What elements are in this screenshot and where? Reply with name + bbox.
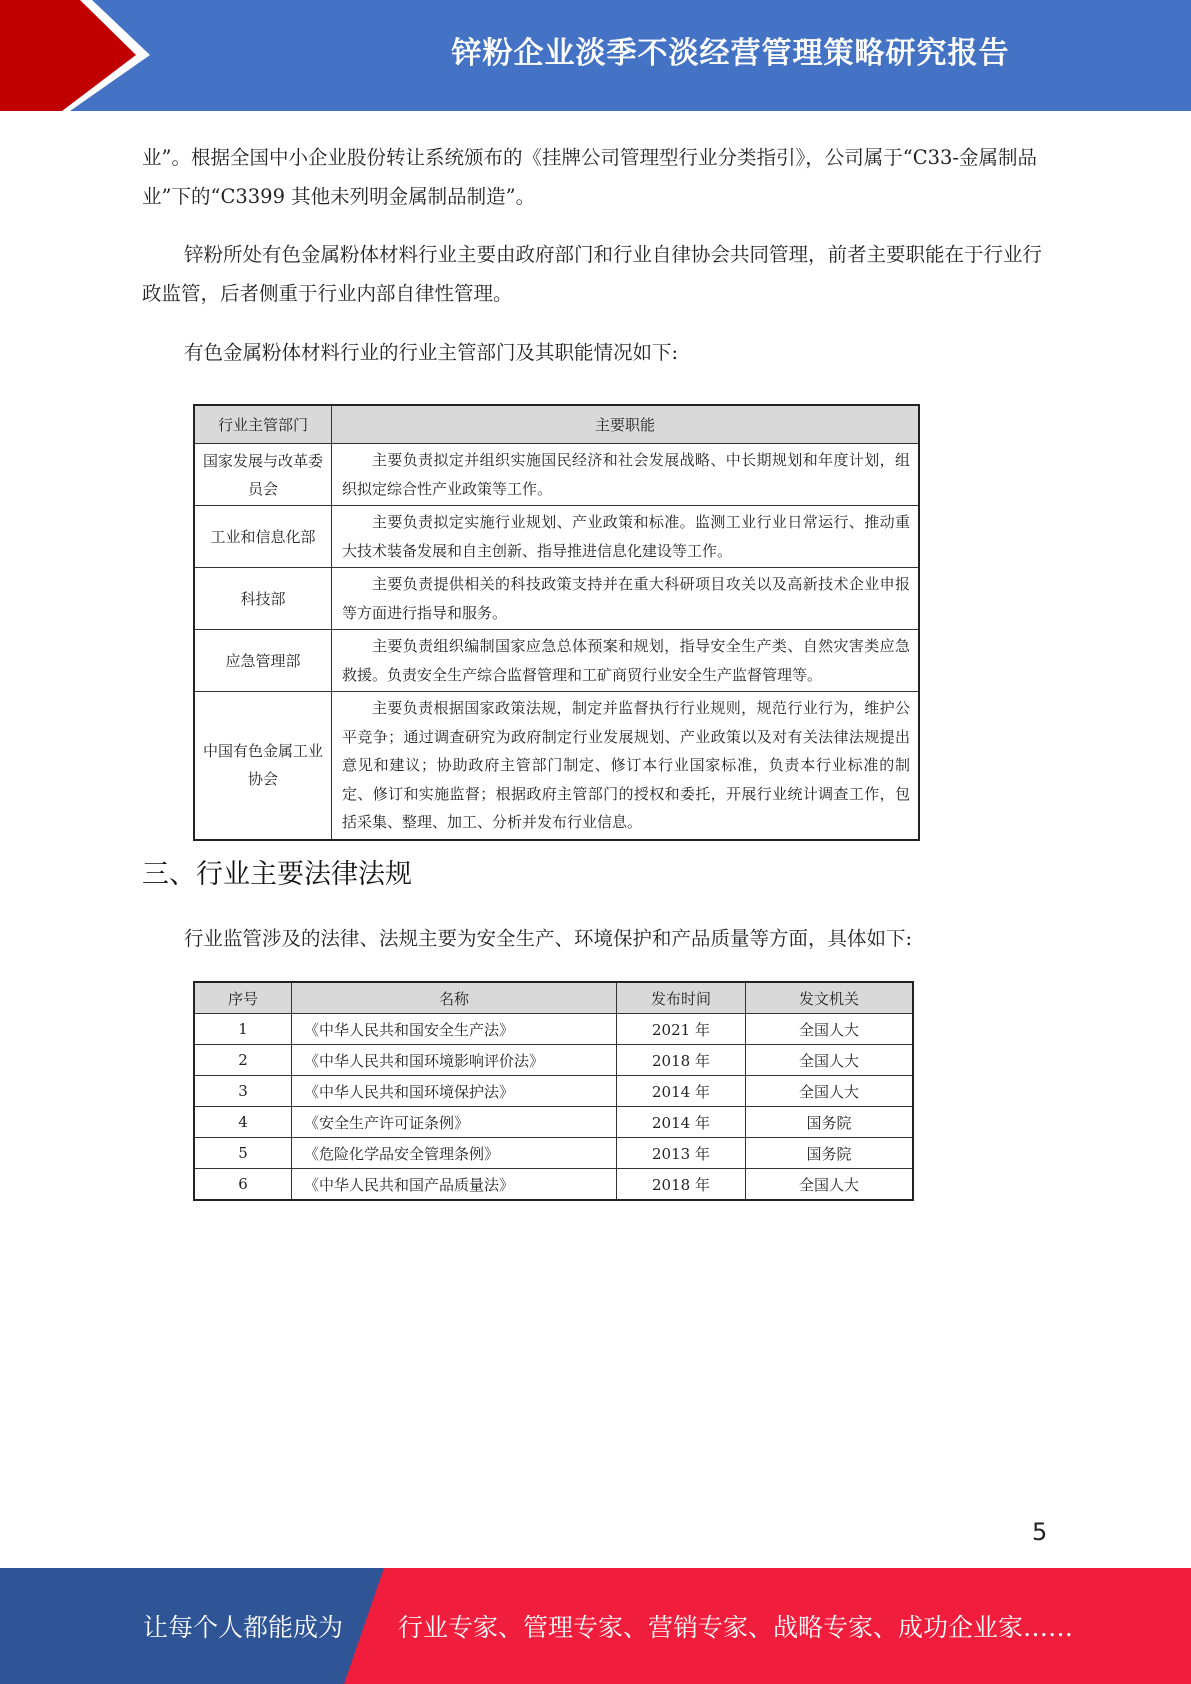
department-cell: 国家发展与改革委员会 [194,444,332,506]
department-cell: 科技部 [194,568,332,630]
paragraph-industry-classification: 业”。根据全国中小企业股份转让系统颁布的《挂牌公司管理型行业分类指引》，公司属于“C33-金属制品业”下的“C3399 其他未列明金属制品制造”。 [142,146,1038,208]
table-row [194,1014,913,1045]
regulators-table [193,404,920,841]
issuer-cell: 国务院 [746,1138,914,1169]
paragraph-table-intro: 有色金属粉体材料行业的行业主管部门及其职能情况如下: [184,341,679,364]
table-row [194,630,919,692]
issuer-cell: 全国人大 [746,1076,914,1107]
column-header-date: 发布时间 [617,982,746,1014]
law-name-cell: 《危险化学品安全管理条例》 [292,1138,617,1169]
table-row [194,692,919,840]
footer-slogan-left: 让每个人都能成为 [143,1613,344,1642]
document-title: 锌粉企业淡季不淡经营管理策略研究报告 [451,36,1010,71]
department-cell: 中国有色金属工业协会 [194,692,332,840]
table-row [194,568,919,630]
duty-cell: 主要负责组织编制国家应急总体预案和规划，指导安全生产类、自然灾害类应急救援。负责安全生产综合监督管理和工矿商贸行业安全生产监督管理等。 [332,630,920,692]
issuer-cell: 全国人大 [746,1169,914,1201]
law-name-cell: 《安全生产许可证条例》 [292,1107,617,1138]
paragraph-laws-intro: 行业监管涉及的法律、法规主要为安全生产、环境保护和产品质量等方面，具体如下: [184,927,913,950]
number-cell: 1 [194,1014,292,1045]
table-row [194,1076,913,1107]
law-name-cell: 《中华人民共和国安全生产法》 [292,1014,617,1045]
duty-cell: 主要负责提供相关的科技政策支持并在重大科研项目攻关以及高新技术企业申报等方面进行指导和服务。 [332,568,920,630]
page-header [0,0,1191,111]
date-cell: 2014 年 [617,1107,746,1138]
table-row [194,506,919,568]
laws-table [193,981,914,1201]
number-cell: 5 [194,1138,292,1169]
table-row [194,1138,913,1169]
duty-cell: 主要负责拟定并组织实施国民经济和社会发展战略、中长期规划和年度计划，组织拟定综合性产业政策等工作。 [332,444,920,506]
number-cell: 2 [194,1045,292,1076]
header-chevron-decoration [0,0,160,111]
date-cell: 2018 年 [617,1045,746,1076]
law-name-cell: 《中华人民共和国环境影响评价法》 [292,1045,617,1076]
date-cell: 2021 年 [617,1014,746,1045]
duty-cell: 主要负责根据国家政策法规，制定并监督执行行业规则，规范行业行为，维护公平竞争；通过调查研究为政府制定行业发展规划、产业政策以及对有关法律法规提出意见和建议；协助政府主管部门制定、修订本行业国家标准，负责本行业标准的制定、修订和实施监督；根据政府主管部门的授权和委托，开展行业统计调查工作，包括采集、整理、加工、分析并发布行业信息。 [332,692,920,840]
column-header-name: 名称 [292,982,617,1014]
table-row [194,1107,913,1138]
issuer-cell: 全国人大 [746,1045,914,1076]
number-cell: 3 [194,1076,292,1107]
paragraph-management-structure: 锌粉所处有色金属粉体材料行业主要由政府部门和行业自律协会共同管理，前者主要职能在于行业行政监管，后者侧重于行业内部自律性管理。 [142,243,1043,305]
column-header-department: 行业主管部门 [194,405,332,444]
page-number: 5 [1032,1518,1048,1546]
number-cell: 4 [194,1107,292,1138]
duty-cell: 主要负责拟定实施行业规划、产业政策和标准。监测工业行业日常运行、推动重大技术装备发展和自主创新、指导推进信息化建设等工作。 [332,506,920,568]
section-heading: 三、行业主要法律法规 [142,859,412,890]
date-cell: 2013 年 [617,1138,746,1169]
number-cell: 6 [194,1169,292,1201]
column-header-issuer: 发文机关 [746,982,914,1014]
date-cell: 2014 年 [617,1076,746,1107]
table-header-row [194,982,913,1014]
table-header-row [194,405,919,444]
law-name-cell: 《中华人民共和国环境保护法》 [292,1076,617,1107]
footer-slogan-right: 行业专家、管理专家、营销专家、战略专家、成功企业家…… [398,1613,1074,1642]
date-cell: 2018 年 [617,1169,746,1201]
issuer-cell: 全国人大 [746,1014,914,1045]
column-header-number: 序号 [194,982,292,1014]
department-cell: 应急管理部 [194,630,332,692]
table-row [194,1045,913,1076]
law-name-cell: 《中华人民共和国产品质量法》 [292,1169,617,1201]
table-row [194,444,919,506]
column-header-duties: 主要职能 [332,405,920,444]
issuer-cell: 国务院 [746,1107,914,1138]
table-row [194,1169,913,1201]
department-cell: 工业和信息化部 [194,506,332,568]
page-footer [0,1568,1191,1684]
